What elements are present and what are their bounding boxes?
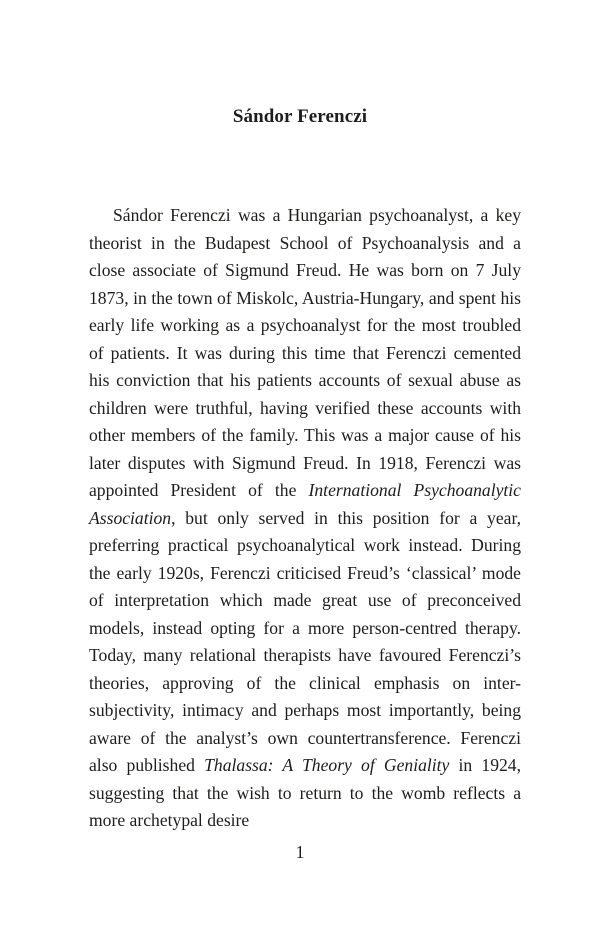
paragraph-text-part-1: Sándor Ferenczi was a Hungarian psychoanalyst, a key theorist in the Budapest School of Psychoanalysis and a close associate of Sigmund Freud. He was born on 7 July 1873, in the town of Miskolc, Austria-Hungary, and spent his early life working as a psychoanalyst for the most troubled of patients. It was during this time that Ferenczi cemented his conviction that his patients accounts of sexual abuse as children were truthful, having verified these accounts with other members of the family. This was a major cause of his later disputes with Sigmund Freud. In 1918, Ferenczi was appointed President of the	[89, 205, 521, 500]
italic-title-association: International Psychoanalytic Association	[89, 480, 521, 528]
paragraph-text-part-3: in 1924, suggesting that the wish to return to the womb reflects a more archetypal desire	[89, 755, 521, 830]
body-paragraph	[89, 202, 521, 835]
paragraph-text-part-2: , but only served in this position for a year, preferring practical psychoanalytical work instead. During the early 1920s, Ferenczi criticised Freud’s ‘classical’ mode of interpretation which made great use of preconceived models, instead opting for a more person-centred therapy. Today, many relational therapists have favoured Ferenczi’s theories, approving of the clinical emphasis on inter-subjectivity, intimacy and perhaps most importantly, being aware of the analyst’s own countertransference. Ferenczi also published	[89, 507, 521, 775]
page-number: 1	[295, 842, 305, 862]
italic-title-thalassa: Thalassa: A Theory of Geniality	[204, 755, 450, 775]
chapter-title: Sándor Ferenczi	[232, 106, 368, 127]
